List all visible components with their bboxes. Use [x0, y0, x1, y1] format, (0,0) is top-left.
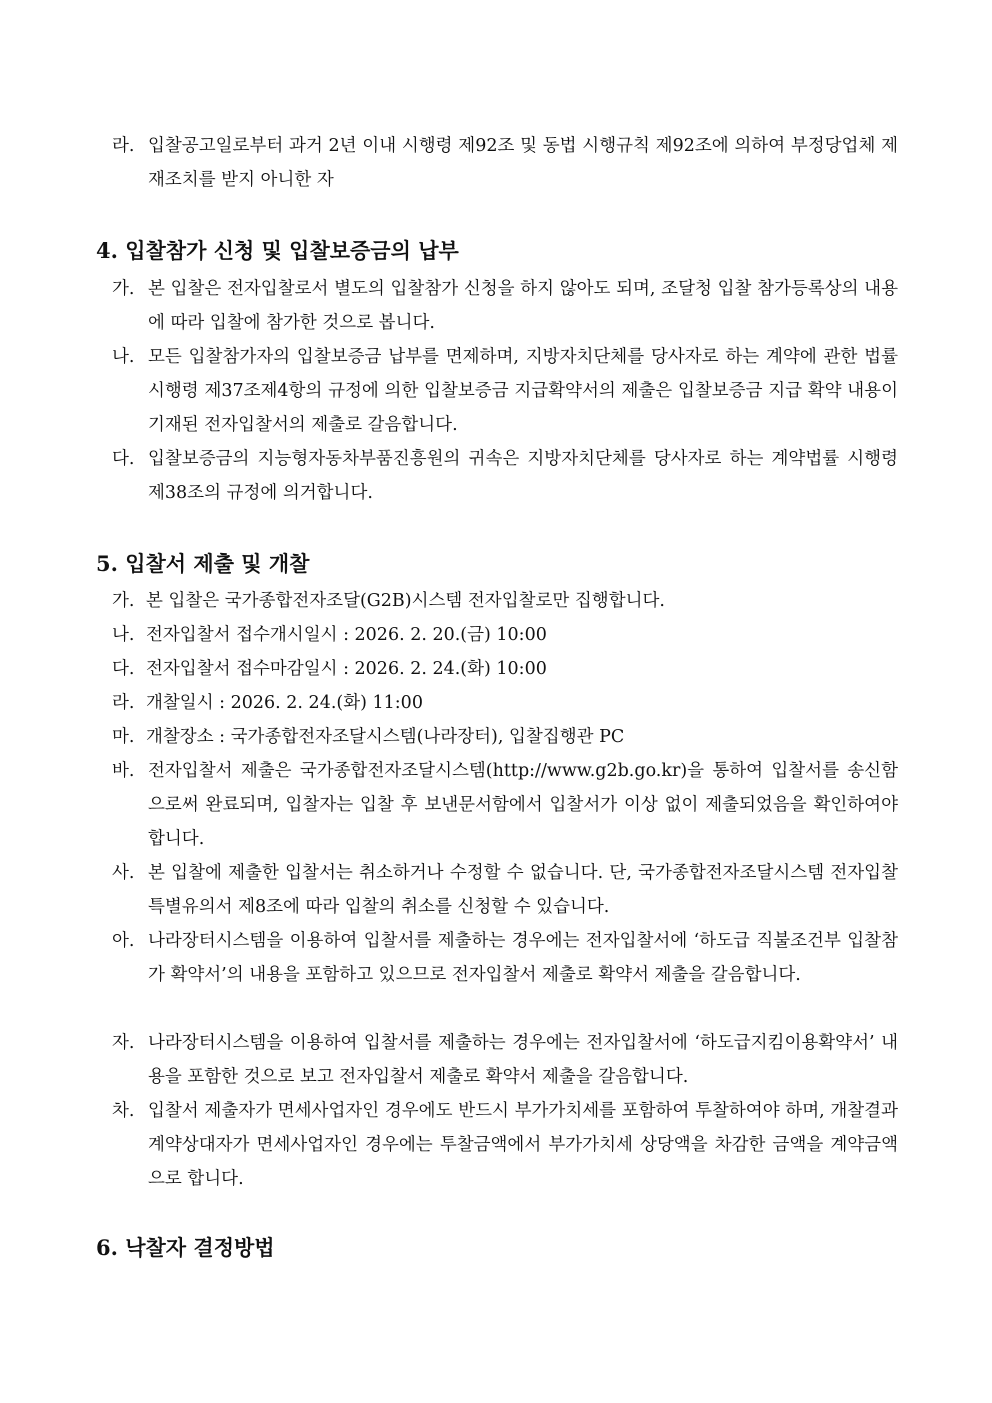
list-item — [112, 720, 898, 754]
list-item — [112, 686, 898, 720]
item-text: 본 입찰은 전자입찰로서 별도의 입찰참가 신청을 하지 않아도 되며, 조달청 입찰 참가등록상의 내용에 따라 입찰에 참가한 것으로 봅니다. — [148, 279, 898, 333]
item-text: 전자입찰서 접수마감일시 : 2026. 2. 24.(화) 10:00 — [146, 659, 547, 679]
list-item — [112, 272, 898, 340]
item-marker: 가. — [112, 591, 135, 611]
item-marker: 라. — [112, 693, 135, 713]
list-item — [112, 856, 898, 924]
item-text: 나라장터시스템을 이용하여 입찰서를 제출하는 경우에는 전자입찰서에 ‘하도급지킴이용확약서’ 내용을 포함한 것으로 보고 전자입찰서 제출로 확약서 제출을 갈음합니다. — [148, 1033, 898, 1087]
list-item — [112, 442, 898, 510]
list-item — [112, 1094, 898, 1196]
item-marker: 나. — [112, 347, 135, 367]
list-item — [112, 924, 898, 992]
item-marker: 가. — [112, 279, 135, 299]
item-text: 입찰공고일로부터 과거 2년 이내 시행령 제92조 및 동법 시행규칙 제92조에 의하여 부정당업체 제재조치를 받지 아니한 자 — [148, 136, 898, 190]
section-heading: 4. 입찰참가 신청 및 입찰보증금의 납부 — [96, 238, 459, 263]
item-marker: 다. — [112, 659, 135, 679]
item-text: 개찰일시 : 2026. 2. 24.(화) 11:00 — [146, 693, 423, 713]
item-marker: 사. — [112, 863, 135, 883]
item-marker: 나. — [112, 625, 135, 645]
section-heading: 6. 낙찰자 결정방법 — [96, 1235, 275, 1260]
item-marker: 바. — [112, 761, 135, 781]
item-marker: 아. — [112, 931, 135, 951]
item-marker: 자. — [112, 1033, 135, 1053]
item-text: 모든 입찰참가자의 입찰보증금 납부를 면제하며, 지방자치단체를 당사자로 하는 계약에 관한 법률 시행령 제37조제4항의 규정에 의한 입찰보증금 지급확약서의 제출은 입찰보증금 지급 확약 내용이 기재된 전자입찰서의 제출로 갈음합니다. — [148, 347, 898, 435]
list-item — [112, 754, 898, 856]
item-text: 입찰서 제출자가 면세사업자인 경우에도 반드시 부가가치세를 포함하여 투찰하여야 하며, 개찰결과 계약상대자가 면세사업자인 경우에는 투찰금액에서 부가가치세 상당액을 차감한 금액을 계약금액으로 합니다. — [148, 1101, 898, 1189]
item-marker: 다. — [112, 449, 135, 469]
item-text: 본 입찰은 국가종합전자조달(G2B)시스템 전자입찰로만 집행합니다. — [146, 591, 665, 611]
item-text: 전자입찰서 제출은 국가종합전자조달시스템(http://www.g2b.go.kr)을 통하여 입찰서를 송신함으로써 완료되며, 입찰자는 입찰 후 보낸문서함에서 입찰서가 이상 없이 제출되었음을 확인하여야 합니다. — [148, 761, 898, 849]
list-item — [112, 652, 898, 686]
list-item — [112, 129, 898, 197]
item-text: 개찰장소 : 국가종합전자조달시스템(나라장터), 입찰집행관 PC — [146, 727, 625, 747]
section-heading: 5. 입찰서 제출 및 개찰 — [96, 551, 310, 576]
item-text: 본 입찰에 제출한 입찰서는 취소하거나 수정할 수 없습니다. 단, 국가종합전자조달시스템 전자입찰특별유의서 제8조에 따라 입찰의 취소를 신청할 수 있습니다. — [148, 863, 898, 917]
item-text: 나라장터시스템을 이용하여 입찰서를 제출하는 경우에는 전자입찰서에 ‘하도급 직불조건부 입찰참가 확약서’의 내용을 포함하고 있으므로 전자입찰서 제출로 확약서 제출을 갈음합니다. — [148, 931, 898, 985]
item-text: 입찰보증금의 지능형자동차부품진흥원의 귀속은 지방자치단체를 당사자로 하는 계약법률 시행령 제38조의 규정에 의거합니다. — [148, 449, 898, 503]
item-text: 전자입찰서 접수개시일시 : 2026. 2. 20.(금) 10:00 — [146, 625, 547, 645]
list-item — [112, 1026, 898, 1094]
list-item — [112, 340, 898, 442]
list-item — [112, 618, 898, 652]
item-marker: 라. — [112, 136, 135, 156]
item-marker: 차. — [112, 1101, 135, 1121]
item-marker: 마. — [112, 727, 135, 747]
list-item — [112, 584, 898, 618]
